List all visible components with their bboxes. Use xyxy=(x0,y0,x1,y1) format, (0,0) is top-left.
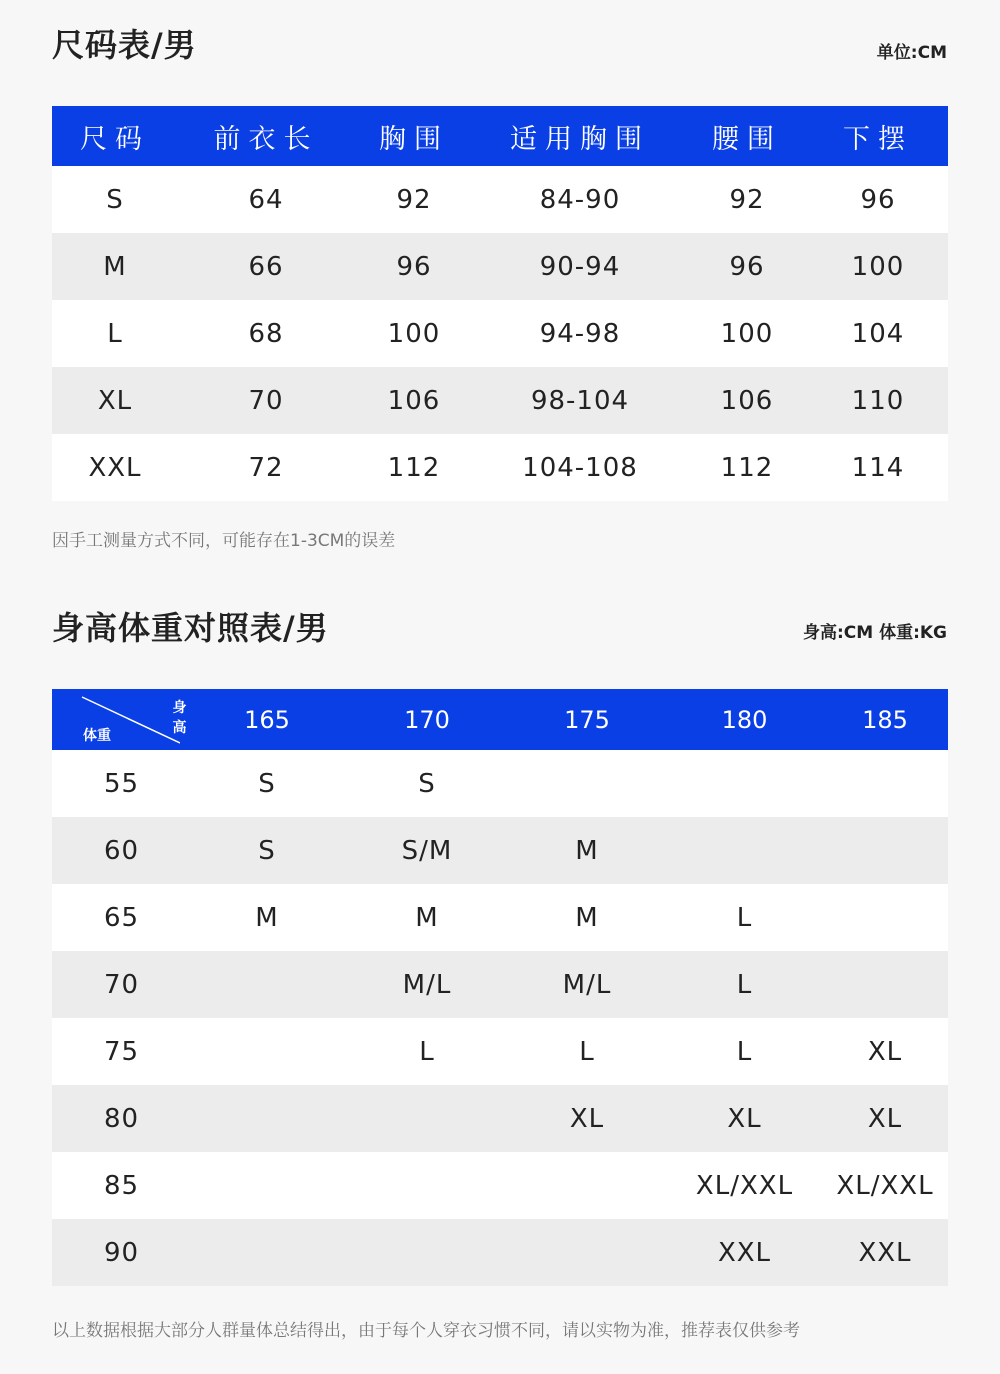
hw-chart-title: 身高体重对照表/男 xyxy=(52,609,329,647)
height-header: 165 xyxy=(187,689,347,750)
hw-row xyxy=(52,750,948,817)
hw-row-key-cell: 60 xyxy=(52,817,187,884)
hw-row xyxy=(52,1018,948,1085)
size-row-key-cell: L xyxy=(52,300,178,367)
size-row-cell: 100 xyxy=(354,300,474,367)
hw-row xyxy=(52,817,948,884)
height-header: 170 xyxy=(347,689,507,750)
size-row-cell: 112 xyxy=(686,434,808,501)
hw-row-cell xyxy=(822,750,948,817)
header-hem: 下摆 xyxy=(808,106,948,166)
size-row-cell: 96 xyxy=(354,233,474,300)
size-chart-unit: 单位:CM xyxy=(876,43,947,63)
hw-row xyxy=(52,951,948,1018)
hw-row-cell: M/L xyxy=(347,951,507,1018)
size-row-cell: 100 xyxy=(808,233,948,300)
size-row-cell: 66 xyxy=(178,233,354,300)
size-row-key-cell: XL xyxy=(52,367,178,434)
header-chest: 胸围 xyxy=(354,106,474,166)
size-row-cell: 96 xyxy=(808,166,948,233)
hw-row-cell: XL xyxy=(822,1085,948,1152)
size-row-cell: 106 xyxy=(354,367,474,434)
header-fit-chest: 适用胸围 xyxy=(474,106,686,166)
hw-row-cell xyxy=(187,1219,347,1286)
size-row-cell: 72 xyxy=(178,434,354,501)
hw-row-cell xyxy=(347,1219,507,1286)
hw-row-cell xyxy=(507,1219,667,1286)
size-row-cell: 96 xyxy=(686,233,808,300)
hw-row-cell: M xyxy=(507,884,667,951)
hw-row-key-cell: 55 xyxy=(52,750,187,817)
size-row-cell: 90-94 xyxy=(474,233,686,300)
header-waist: 腰围 xyxy=(686,106,808,166)
size-row-cell: 84-90 xyxy=(474,166,686,233)
size-chart-title: 尺码表/男 xyxy=(52,26,197,64)
hw-row-cell xyxy=(187,951,347,1018)
hw-row-key-cell: 85 xyxy=(52,1152,187,1219)
hw-row-cell: M xyxy=(347,884,507,951)
height-header: 175 xyxy=(507,689,667,750)
size-row-cell: 104 xyxy=(808,300,948,367)
hw-row-cell: XL xyxy=(822,1018,948,1085)
hw-row-cell xyxy=(347,1085,507,1152)
size-row-cell: 68 xyxy=(178,300,354,367)
hw-chart-header-row xyxy=(52,689,948,750)
hw-row-cell: XL xyxy=(507,1085,667,1152)
size-row-cell: 106 xyxy=(686,367,808,434)
size-chart-table xyxy=(52,106,948,501)
hw-chart-unit: 身高:CM 体重:KG xyxy=(802,623,947,643)
hw-row-cell: L xyxy=(667,884,822,951)
hw-row-cell: XXL xyxy=(667,1219,822,1286)
size-row-cell: 110 xyxy=(808,367,948,434)
size-row-cell: 98-104 xyxy=(474,367,686,434)
hw-row-cell xyxy=(822,817,948,884)
hw-row-cell xyxy=(347,1152,507,1219)
hw-row-cell: L xyxy=(507,1018,667,1085)
hw-row-cell: S xyxy=(187,817,347,884)
hw-row-cell: M xyxy=(507,817,667,884)
hw-row xyxy=(52,884,948,951)
hw-row-cell: L xyxy=(667,1018,822,1085)
height-header: 180 xyxy=(667,689,822,750)
size-chart-header-row xyxy=(52,106,948,166)
size-row-cell: 92 xyxy=(686,166,808,233)
size-row-cell: 64 xyxy=(178,166,354,233)
hw-corner-cell xyxy=(52,689,187,750)
hw-row-cell xyxy=(507,750,667,817)
size-row-key-cell: S xyxy=(52,166,178,233)
hw-row-key-cell: 65 xyxy=(52,884,187,951)
height-header: 185 xyxy=(822,689,948,750)
hw-row xyxy=(52,1085,948,1152)
hw-row-cell: L xyxy=(667,951,822,1018)
hw-row-key-cell: 75 xyxy=(52,1018,187,1085)
hw-row-cell xyxy=(507,1152,667,1219)
hw-row-cell: XL/XXL xyxy=(822,1152,948,1219)
size-row xyxy=(52,166,948,233)
size-row xyxy=(52,233,948,300)
hw-row-cell: XL/XXL xyxy=(667,1152,822,1219)
hw-row-cell: M xyxy=(187,884,347,951)
hw-row-cell: L xyxy=(347,1018,507,1085)
hw-row-cell: S xyxy=(347,750,507,817)
hw-row-cell xyxy=(187,1085,347,1152)
size-row-cell: 100 xyxy=(686,300,808,367)
size-row-cell: 112 xyxy=(354,434,474,501)
corner-height-label: 身高 xyxy=(172,700,187,736)
hw-row-cell: S xyxy=(187,750,347,817)
hw-row-cell: XXL xyxy=(822,1219,948,1286)
hw-row-cell xyxy=(822,951,948,1018)
hw-chart-table xyxy=(52,689,948,1286)
size-row xyxy=(52,367,948,434)
header-size: 尺码 xyxy=(52,106,178,166)
hw-row-cell: XL xyxy=(667,1085,822,1152)
hw-row-cell: M/L xyxy=(507,951,667,1018)
hw-chart-note: 以上数据根据大部分人群量体总结得出，由于每个人穿衣习惯不同，请以实物为准，推荐表仅供参考 xyxy=(52,1321,800,1341)
size-row-key-cell: XXL xyxy=(52,434,178,501)
hw-row-cell xyxy=(667,817,822,884)
hw-row-key-cell: 90 xyxy=(52,1219,187,1286)
hw-row-cell xyxy=(822,884,948,951)
hw-row-key-cell: 80 xyxy=(52,1085,187,1152)
size-row xyxy=(52,434,948,501)
hw-row-cell xyxy=(187,1018,347,1085)
hw-row-cell xyxy=(187,1152,347,1219)
hw-row xyxy=(52,1219,948,1286)
hw-row-key-cell: 70 xyxy=(52,951,187,1018)
corner-weight-label: 体重 xyxy=(83,728,111,744)
size-row xyxy=(52,300,948,367)
size-chart-note: 因手工测量方式不同，可能存在1-3CM的误差 xyxy=(52,531,396,551)
size-row-cell: 114 xyxy=(808,434,948,501)
hw-row-cell xyxy=(667,750,822,817)
size-row-cell: 92 xyxy=(354,166,474,233)
header-front-length: 前衣长 xyxy=(178,106,354,166)
size-row-cell: 104-108 xyxy=(474,434,686,501)
size-row-key-cell: M xyxy=(52,233,178,300)
hw-row xyxy=(52,1152,948,1219)
hw-row-cell: S/M xyxy=(347,817,507,884)
size-row-cell: 94-98 xyxy=(474,300,686,367)
size-row-cell: 70 xyxy=(178,367,354,434)
